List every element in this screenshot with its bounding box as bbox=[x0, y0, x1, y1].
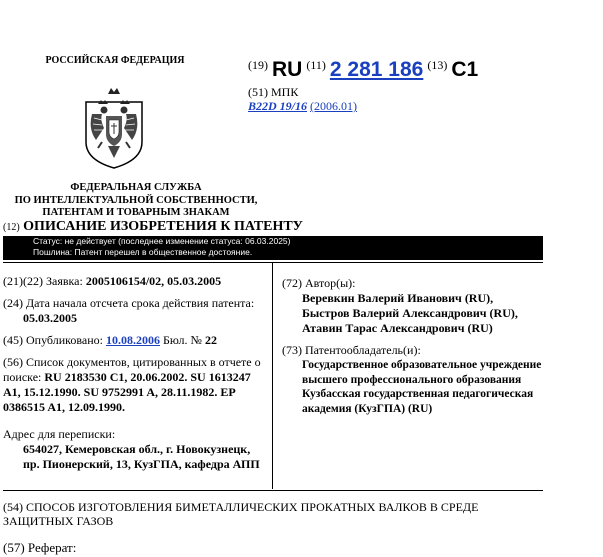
ipc-label: (51) МПК bbox=[248, 85, 299, 99]
author-name: Веревкин Валерий Иванович (RU), bbox=[302, 291, 494, 305]
code-12: (12) bbox=[3, 222, 20, 233]
left-column bbox=[3, 274, 268, 472]
owner-label: (73) Патентообладатель(и): bbox=[282, 343, 421, 357]
right-column bbox=[282, 276, 544, 416]
code-54: (54) bbox=[3, 500, 23, 514]
term-value: 05.03.2005 bbox=[23, 311, 77, 325]
cited-field bbox=[3, 355, 268, 415]
patent-office-name bbox=[0, 182, 272, 220]
coat-of-arms-emblem bbox=[82, 84, 146, 170]
column-divider bbox=[272, 262, 273, 489]
application-value: 2005106154/02, 05.03.2005 bbox=[85, 274, 222, 288]
authors-list bbox=[282, 291, 544, 336]
invention-title-text: СПОСОБ ИЗГОТОВЛЕНИЯ БИМЕТАЛЛИЧЕСКИХ ПРОКАТНЫХ ВАЛКОВ В СРЕДЕ ЗАЩИТНЫХ ГАЗОВ bbox=[3, 500, 479, 528]
bulletin-label: Бюл. № bbox=[162, 333, 202, 347]
published-date-link[interactable]: 10.08.2006 bbox=[105, 333, 160, 347]
ipc-version-link[interactable]: (2006.01) bbox=[310, 99, 358, 113]
term-label: (24) Дата начала отсчета срока действия патента: bbox=[3, 296, 255, 310]
published-label: (45) Опубликовано: bbox=[3, 333, 103, 347]
authors-label: (72) Автор(ы): bbox=[282, 276, 356, 290]
application-label: (21)(22) Заявка: bbox=[3, 274, 83, 288]
bulletin-value: 22 bbox=[204, 333, 217, 347]
author-name: Атавин Тарас Александрович (RU) bbox=[302, 321, 493, 335]
patent-number-link[interactable]: 2 281 186 bbox=[329, 58, 424, 81]
divider bbox=[3, 262, 543, 263]
status-line: Статус: не действует (последнее изменение статуса: 06.03.2025) bbox=[33, 236, 291, 246]
fee-line: Пошлина: Патент перешел в общественное достояние. bbox=[33, 247, 253, 257]
application-field bbox=[3, 274, 268, 289]
address-field bbox=[3, 427, 268, 472]
ipc-line bbox=[248, 99, 357, 114]
document-title bbox=[3, 219, 303, 235]
ipc-class-link[interactable]: B22D 19/16 bbox=[248, 99, 308, 113]
term-field bbox=[3, 296, 268, 326]
country-name: РОССИЙСКАЯ ФЕДЕРАЦИЯ bbox=[45, 55, 185, 66]
office-line: ПО ИНТЕЛЛЕКТУАЛЬНОЙ СОБСТВЕННОСТИ, bbox=[14, 194, 258, 206]
address-label: Адрес для переписки: bbox=[3, 427, 116, 441]
published-field bbox=[3, 333, 268, 348]
country-code: RU bbox=[272, 58, 303, 81]
patent-number-line bbox=[248, 58, 478, 82]
office-line: ФЕДЕРАЛЬНАЯ СЛУЖБА bbox=[70, 182, 202, 193]
code-19: (19) bbox=[248, 58, 268, 72]
author-name: Быстров Валерий Александрович (RU), bbox=[302, 306, 518, 320]
kind-code: C1 bbox=[451, 58, 479, 81]
divider bbox=[3, 490, 543, 491]
code-13: (13) bbox=[427, 58, 448, 72]
cited-label: (56) Список документов, цитированных в отчете о поиске: bbox=[3, 355, 261, 384]
office-line: ПАТЕНТАМ И ТОВАРНЫМ ЗНАКАМ bbox=[42, 207, 230, 218]
cited-value: RU 2183530 C1, 20.06.2002. SU 1613247 A1, 15.12.1990. SU 9752991 A, 28.11.1982. EP 0386515 A1, 12.09.1990. bbox=[3, 370, 251, 414]
code-11: (11) bbox=[306, 58, 326, 72]
invention-title bbox=[3, 500, 543, 528]
abstract-label: (57) Реферат: bbox=[3, 540, 77, 555]
document-title-text: ОПИСАНИЕ ИЗОБРЕТЕНИЯ К ПАТЕНТУ bbox=[23, 219, 303, 234]
owner-value: Государственное образовательное учреждение высшего профессионального образования Кузбасская государственная педагогическая академия (КузГПА) (RU) bbox=[302, 359, 542, 415]
address-value: 654027, Кемеровская обл., г. Новокузнецк, пр. Пионерский, 13, КузГПА, кафедра АПП bbox=[23, 442, 260, 471]
status-bar bbox=[3, 236, 543, 260]
